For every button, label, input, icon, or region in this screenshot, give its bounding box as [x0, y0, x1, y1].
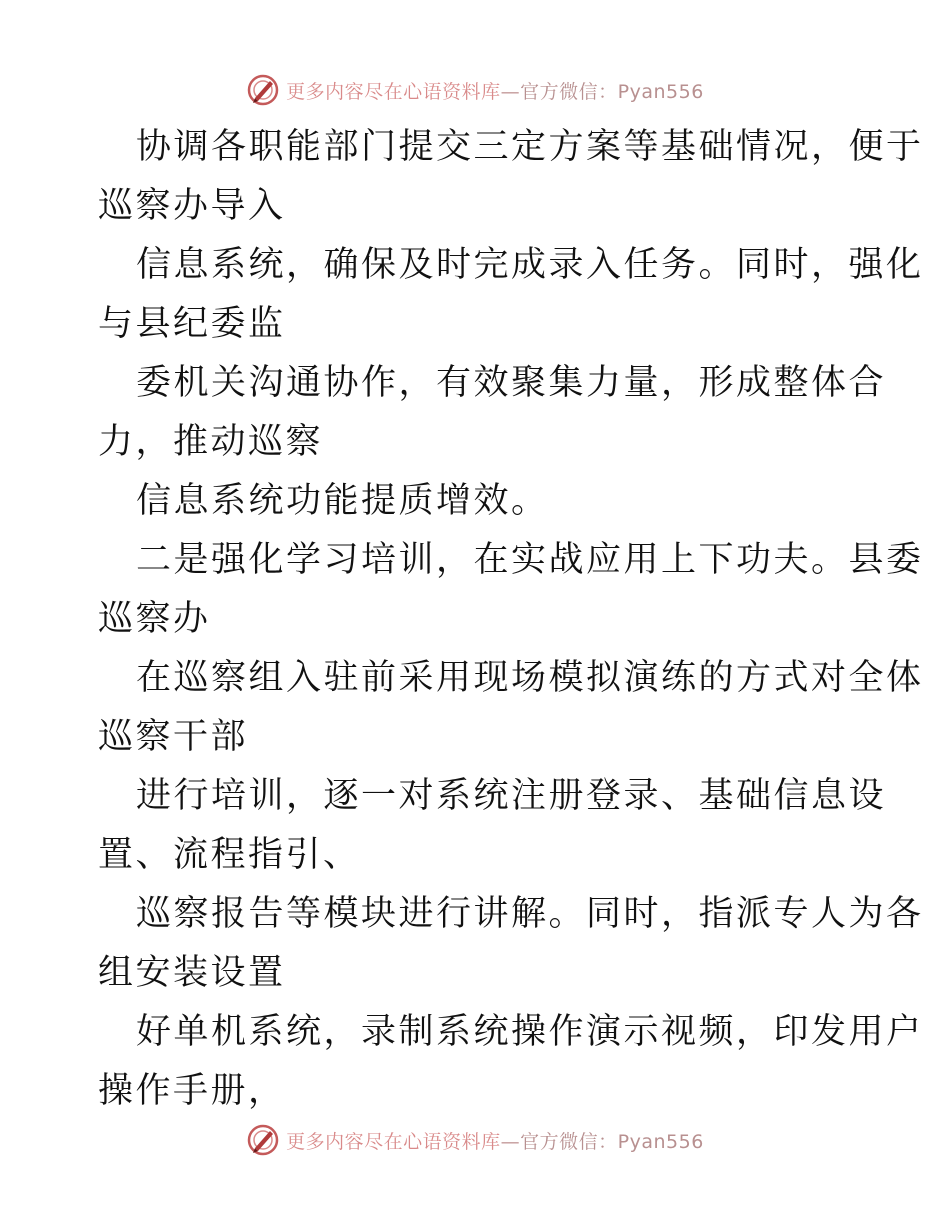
watermark-wechat-text: 官方微信：Pyan556 [520, 80, 704, 103]
header-watermark-banner [0, 70, 950, 110]
text-line: 进行培训，逐一对系统注册登录、基础信息设 [136, 776, 887, 816]
text-line: 操作手册， [98, 1071, 286, 1111]
text-line: 在巡察组入驻前采用现场模拟演练的方式对全体 [136, 658, 924, 698]
text-line: 协调各职能部门提交三定方案等基础情况，便于 [136, 127, 924, 167]
watermark-dash: — [500, 80, 521, 103]
text-line: 信息系统功能提质增效。 [136, 481, 549, 521]
footer-watermark-text [286, 1127, 704, 1154]
text-line: 置、流程指引、 [98, 835, 361, 875]
pen-seal-logo-icon [246, 1123, 280, 1157]
pen-seal-logo-icon [246, 73, 280, 107]
text-line: 巡察报告等模块进行讲解。同时，指派专人为各 [136, 894, 924, 934]
header-watermark-text [286, 77, 704, 104]
watermark-dash: — [500, 1130, 521, 1153]
text-line: 好单机系统，录制系统操作演示视频，印发用户 [136, 1012, 924, 1052]
document-body [98, 118, 924, 1121]
text-line: 巡察干部 [98, 717, 249, 757]
text-line: 组安装设置 [98, 953, 286, 993]
footer-watermark-banner [0, 1120, 950, 1160]
text-line: 与县纪委监 [98, 304, 286, 344]
watermark-wechat-text: 官方微信：Pyan556 [520, 1130, 704, 1153]
watermark-main-text: 更多内容尽在心语资料库 [286, 80, 501, 103]
text-line: 巡察办 [98, 599, 211, 639]
text-line: 二是强化学习培训，在实战应用上下功夫。县委 [136, 540, 924, 580]
text-line: 委机关沟通协作，有效聚集力量，形成整体合 [136, 363, 887, 403]
watermark-main-text: 更多内容尽在心语资料库 [286, 1130, 501, 1153]
text-line: 力，推动巡察 [98, 422, 324, 462]
text-line: 巡察办导入 [98, 186, 286, 226]
text-line: 信息系统，确保及时完成录入任务。同时，强化 [136, 245, 924, 285]
